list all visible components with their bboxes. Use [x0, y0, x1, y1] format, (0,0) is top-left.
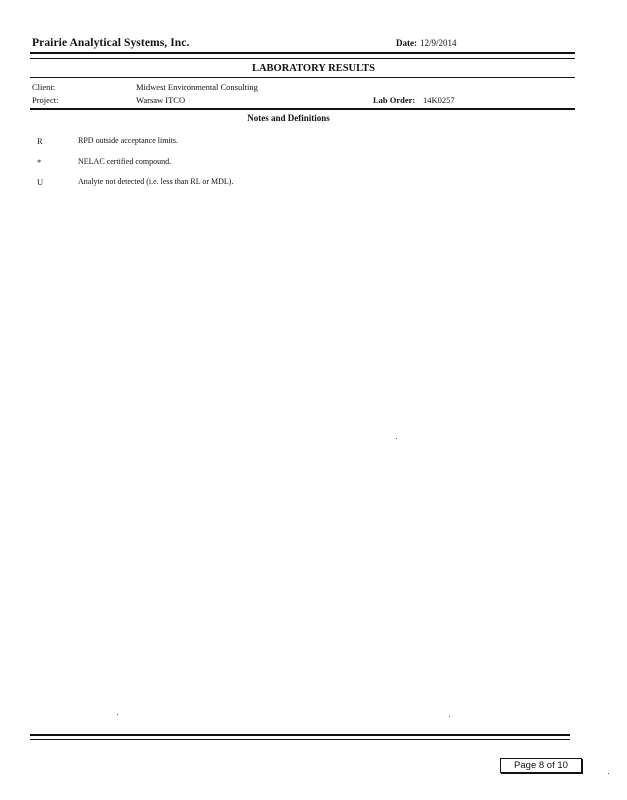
scan-speck: [449, 716, 450, 717]
scan-speck: [396, 438, 397, 439]
scan-speck: [608, 773, 609, 774]
footer-rule-thick: [30, 734, 570, 736]
info-rule: [30, 108, 575, 110]
report-title: LABORATORY RESULTS: [251, 63, 376, 74]
header-rule-thin: [30, 58, 575, 59]
note-text: RPD outside acceptance limits.: [78, 136, 178, 145]
lab-order-value: 14K0257: [423, 95, 455, 105]
project-label: Project:: [32, 95, 59, 105]
note-code: R: [37, 136, 43, 146]
note-text: NELAC certified compound.: [78, 157, 172, 166]
footer-rule-thin: [30, 739, 570, 740]
note-text: Analyte not detected (i.e. less than RL or MDL).: [78, 177, 234, 186]
client-value: Midwest Environmental Consulting: [136, 82, 258, 92]
project-value: Warsaw ITCO: [136, 95, 186, 105]
lab-order-label: Lab Order:: [373, 95, 416, 105]
notes-title: Notes and Definitions: [247, 113, 330, 123]
note-code: *: [37, 157, 42, 167]
scan-speck: [117, 714, 118, 715]
page-number: Page 8 of 10: [500, 758, 582, 773]
client-label: Client:: [32, 82, 56, 92]
header-rule-thick: [30, 52, 575, 54]
company-name: Prairie Analytical Systems, Inc.: [32, 37, 190, 49]
title-rule: [30, 77, 575, 78]
date-label: Date:: [396, 38, 417, 48]
note-code: U: [37, 177, 44, 187]
date-value: 12/9/2014: [420, 38, 457, 48]
